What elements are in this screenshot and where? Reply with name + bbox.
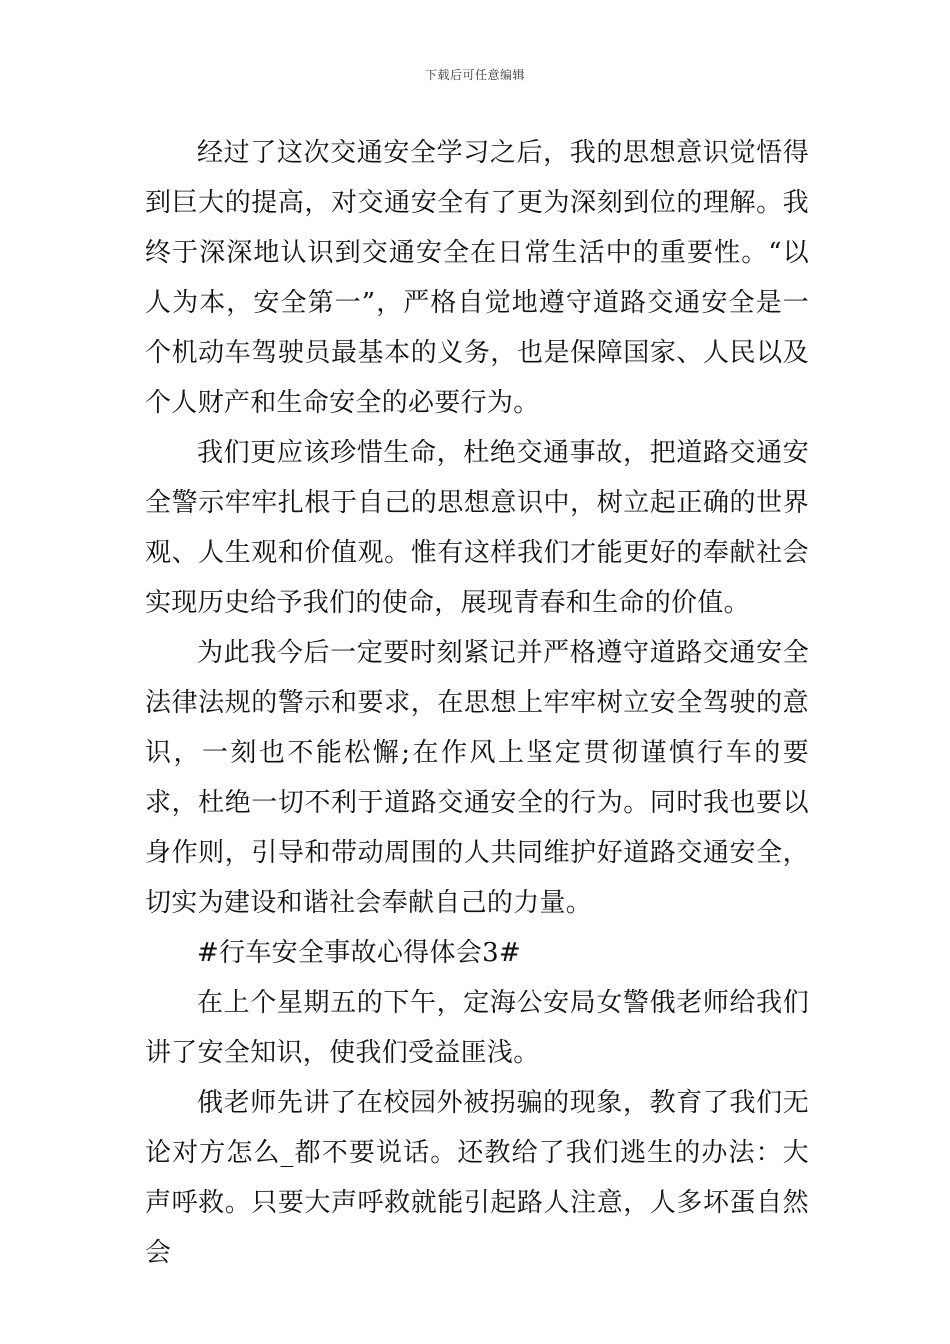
paragraph: 俄老师先讲了在校园外被拐骗的现象，教育了我们无论对方怎么_都不要说话。还教给了我们逃生的办法：大声呼救。只要大声呼救就能引起路人注意，人多坏蛋自然会 [145,1088,809,1268]
paragraph: 经过了这次交通安全学习之后，我的思想意识觉悟得到巨大的提高，对交通安全有了更为深刻到位的理解。我终于深深地认识到交通安全在日常生活中的重要性。“以人为本，安全第一”，严格自觉地遵守道路交通安全是一个机动车驾驶员最基本的义务，也是保障国家、人民以及个人财产和生命安全的必要行为。 [145,138,809,418]
document-body [145,128,809,1278]
paragraph: 为此我今后一定要时刻紧记并严格遵守道路交通安全法律法规的警示和要求，在思想上牢牢树立安全驾驶的意识，一刻也不能松懈;在作风上坚定贯彻谨慎行车的要求，杜绝一切不利于道路交通安全的行为。同时我也要以身作则，引导和带动周围的人共同维护好道路交通安全，切实为建设和谐社会奉献自己的力量。 [145,638,809,918]
paragraph: 在上个星期五的下午，定海公安局女警俄老师给我们讲了安全知识，使我们受益匪浅。 [145,988,809,1068]
paragraph: 我们更应该珍惜生命，杜绝交通事故，把道路交通安全警示牢牢扎根于自己的思想意识中，树立起正确的世界观、人生观和价值观。惟有这样我们才能更好的奉献社会实现历史给予我们的使命，展现青春和生命的价值。 [145,438,809,618]
section-heading: #行车安全事故心得体会3# [197,938,522,968]
page-header: 下载后可任意编辑 [424,68,525,82]
